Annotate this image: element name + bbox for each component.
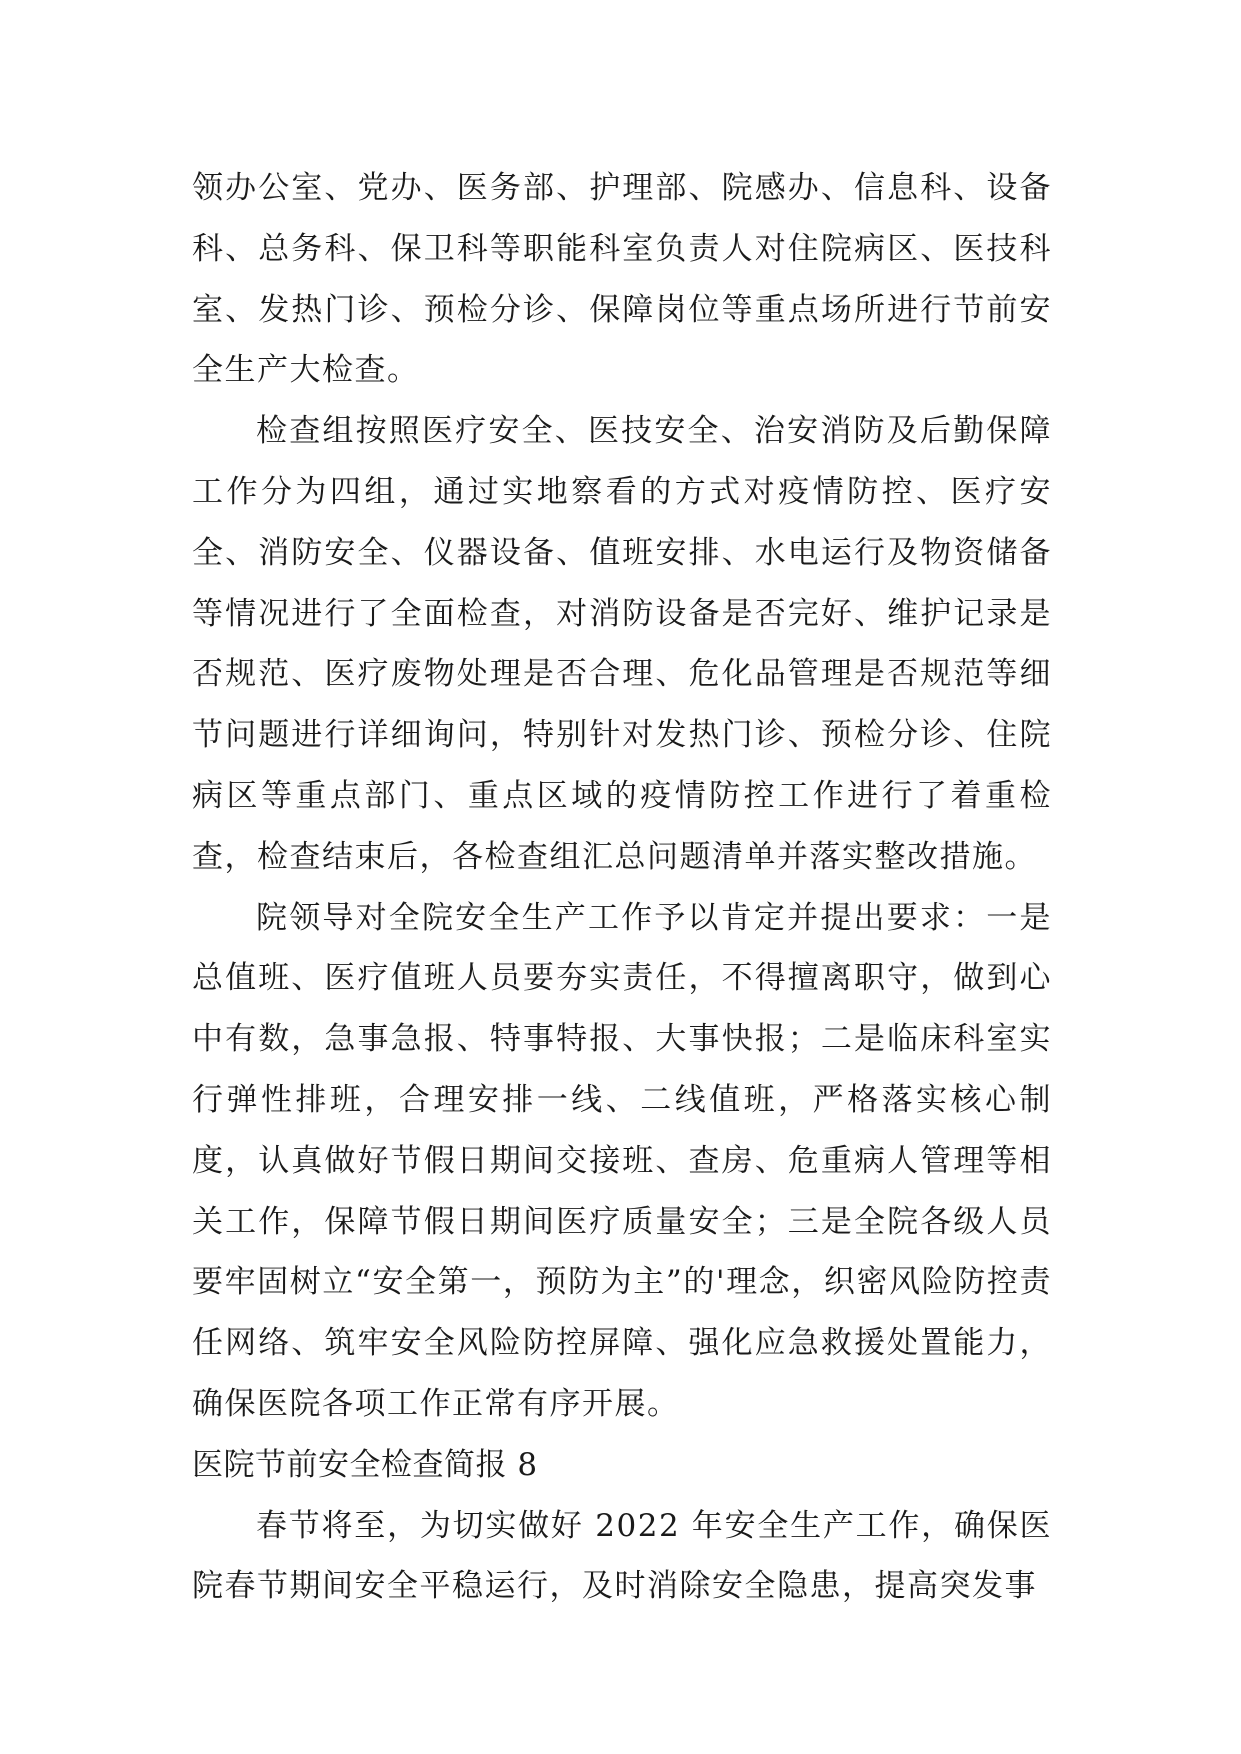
- paragraph-continued: 领办公室、党办、医务部、护理部、院感办、信息科、设备科、总务科、保卫科等职能科室负责人对住院病区、医技科室、发热门诊、预检分诊、保障岗位等重点场所进行节前安全生产大检查。: [192, 170, 1052, 389]
- paragraph-spring-festival: 春节将至，为切实做好 2022 年安全生产工作，确保医院春节期间安全平稳运行，及时消除安全隐患，提高突发事: [192, 1507, 1052, 1605]
- document-body: [192, 158, 1052, 1617]
- section-title: 医院节前安全检查简报 8: [192, 1446, 538, 1483]
- paragraph-leadership-requirements: 院领导对全院安全生产工作予以肯定并提出要求：一是总值班、医疗值班人员要夯实责任，不得擅离职守，做到心中有数，急事急报、特事特报、大事快报；二是临床科室实行弹性排班，合理安排一线、二线值班，严格落实核心制度，认真做好节假日期间交接班、查房、危重病人管理等相关工作，保障节假日期间医疗质量安全；三是全院各级人员要牢固树立“安全第一，预防为主”的'理念，织密风险防控责任网络、筑牢安全风险防控屏障、强化应急救援处置能力，确保医院各项工作正常有序开展。: [192, 899, 1052, 1422]
- paragraph-inspection-groups: 检查组按照医疗安全、医技安全、治安消防及后勤保障工作分为四组，通过实地察看的方式对疫情防控、医疗安全、消防安全、仪器设备、值班安排、水电运行及物资储备等情况进行了全面检查，对消防设备是否完好、维护记录是否规范、医疗废物处理是否合理、危化品管理是否规范等细节问题进行详细询问，特别针对发热门诊、预检分诊、住院病区等重点部门、重点区域的疫情防控工作进行了着重检查，检查结束后，各检查组汇总问题清单并落实整改措施。: [192, 413, 1052, 875]
